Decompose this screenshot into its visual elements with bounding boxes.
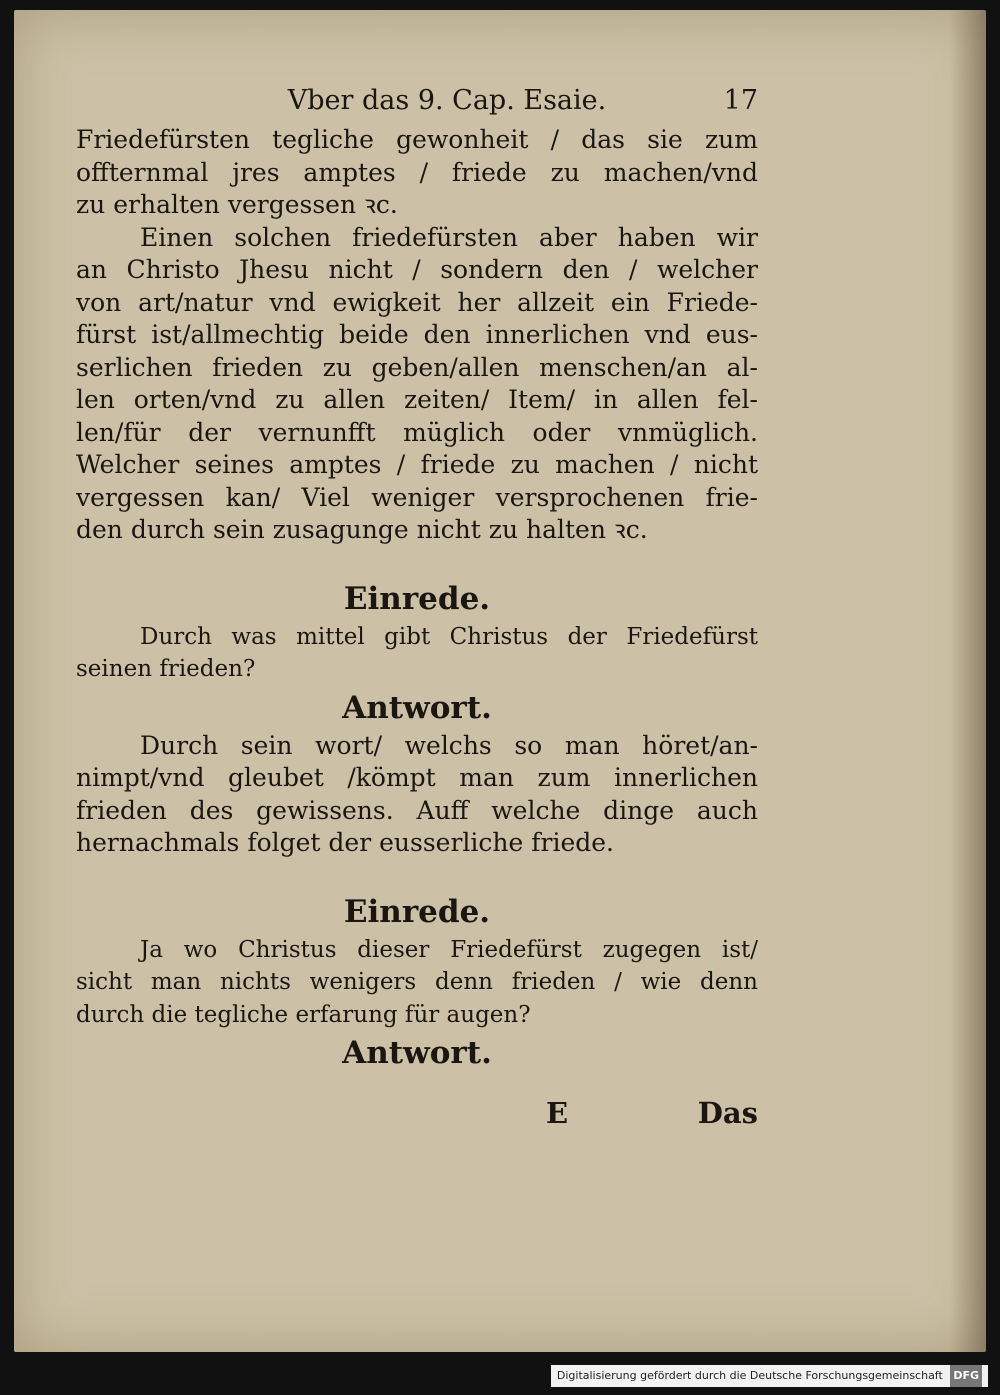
text-line: an Christo Jhesu nicht / sondern den / welcher xyxy=(76,255,758,284)
text-line: vergessen kan/ Viel weniger versprochenen frie- xyxy=(76,482,758,512)
text-line: fürst ist/allmechtig beide den innerlichen vnd eus- xyxy=(76,320,758,349)
objection-heading: Einrede. xyxy=(343,893,491,930)
paragraph-1 xyxy=(76,124,758,222)
paragraph-2 xyxy=(76,222,758,547)
question-line: seinen frieden? xyxy=(76,656,256,682)
question-line: Ja wo Christus dieser Friedefürst zugegen ist/ xyxy=(140,936,758,963)
page-text-block xyxy=(76,78,758,1133)
book-page xyxy=(14,10,986,1352)
answer-line: frieden des gewissens. Auff welche dinge auch xyxy=(76,795,758,825)
dfg-logo: DFG xyxy=(950,1365,982,1387)
spacer xyxy=(76,860,758,890)
answer-line: nimpt/vnd gleubet /kömpt man zum innerlichen xyxy=(76,763,758,792)
running-header xyxy=(76,78,758,124)
text-line: Friedefürsten tegliche gewonheit / das sie zum xyxy=(76,125,758,154)
text-line: den durch sein zusagunge nicht zu halten ꝛc. xyxy=(76,515,648,544)
text-line: len/für der vernunfft müglich oder vnmüglich. xyxy=(76,417,758,447)
question-line: Durch was mittel gibt Christus der Friedefürst xyxy=(140,623,758,650)
section-objection-2 xyxy=(76,890,758,1076)
question-line: sicht man nichts wenigers denn frieden / wie denn xyxy=(76,969,758,995)
text-line: len orten/vnd zu allen zeiten/ Item/ in allen fel- xyxy=(76,385,758,414)
question-line: durch die tegliche erfarung für augen? xyxy=(76,1001,531,1028)
text-line: Einen solchen friedefürsten aber haben wir xyxy=(140,222,758,252)
running-title: Vber das 9. Cap. Esaie. xyxy=(287,85,607,116)
page-number: 17 xyxy=(723,85,758,116)
page-gutter-shadow xyxy=(950,10,986,1352)
text-line: von art/natur vnd ewigkeit her allzeit ein Friede- xyxy=(76,287,758,317)
footer-text: Digitalisierung gefördert durch die Deutsche Forschungsgemeinschaft xyxy=(556,1369,943,1382)
catchword: Das xyxy=(697,1096,758,1130)
text-line: Welcher seines amptes / friede zu machen / nicht xyxy=(76,450,758,479)
catchword-line xyxy=(76,1093,758,1133)
digitization-footer xyxy=(551,1365,988,1387)
answer-line: Durch sein wort/ welchs so man höret/an- xyxy=(140,730,758,760)
objection-heading: Einrede. xyxy=(343,580,491,617)
answer-line: hernachmals folget der eusserliche friede. xyxy=(76,828,615,857)
answer-heading: Antwort. xyxy=(342,1035,492,1071)
signature-mark: E xyxy=(546,1096,569,1130)
text-line: zu erhalten vergessen ꝛc. xyxy=(76,190,398,219)
text-line: serlichen frieden zu geben/allen menschen/an al- xyxy=(76,352,758,382)
spacer xyxy=(76,547,758,577)
text-line: offternmal jres amptes / friede zu machen/vnd xyxy=(76,157,758,187)
section-objection-1 xyxy=(76,577,758,860)
answer-heading: Antwort. xyxy=(342,689,492,726)
